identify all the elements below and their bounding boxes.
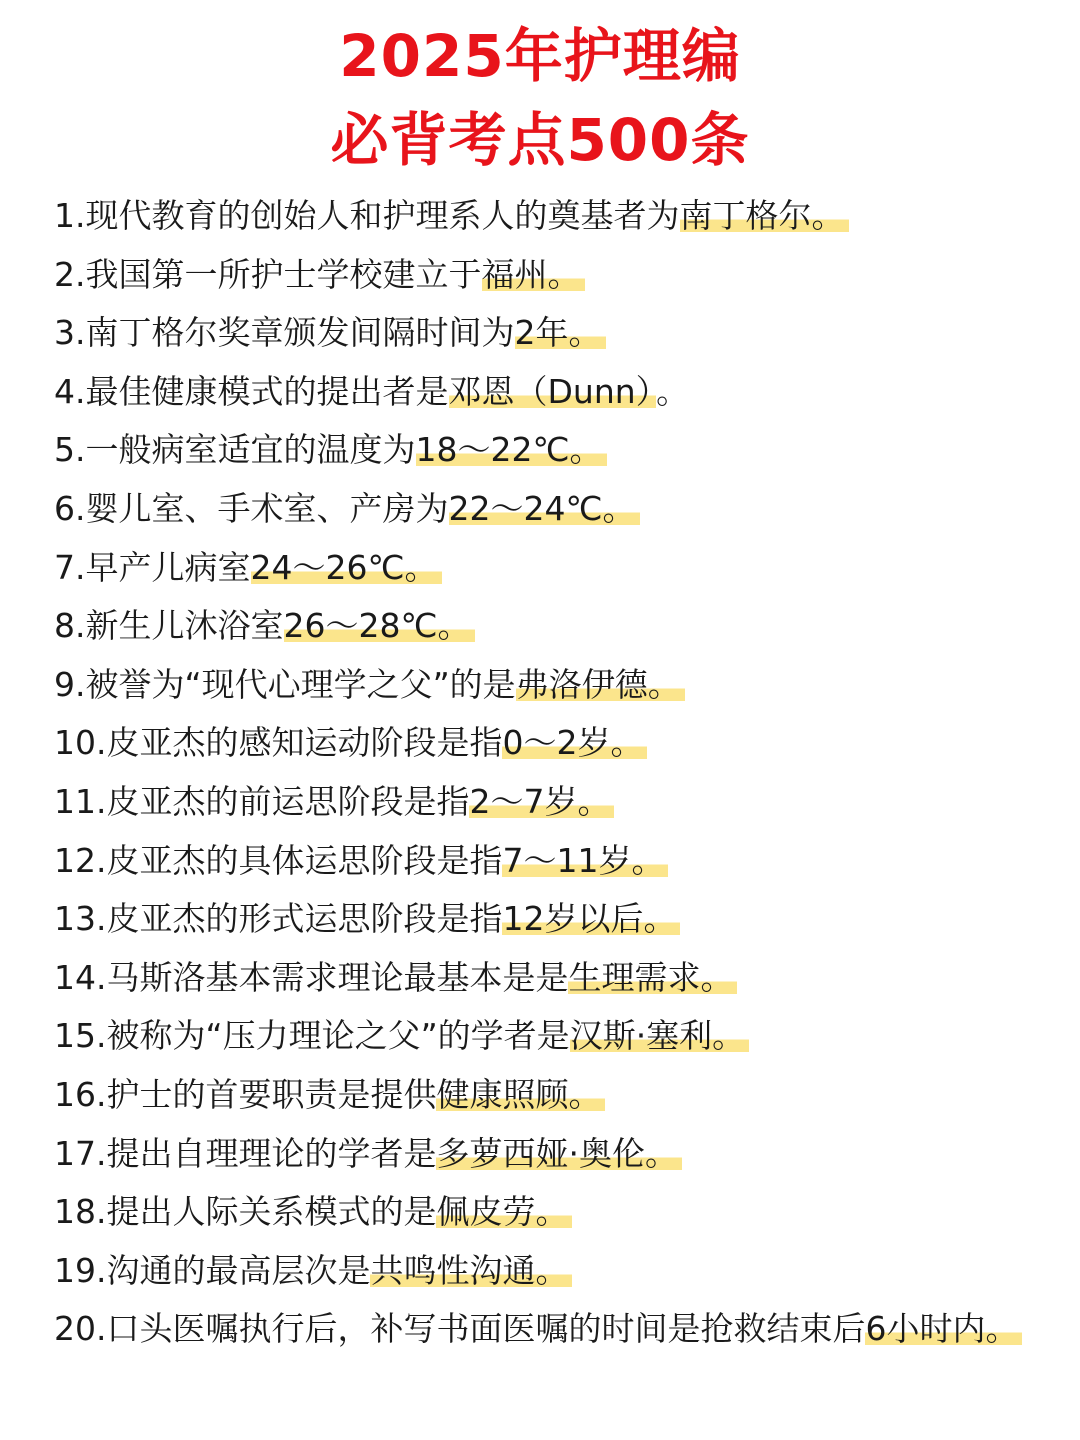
list-item	[54, 363, 1024, 422]
list-item	[54, 656, 1024, 715]
item-highlight: 南丁格尔。	[680, 196, 849, 235]
list-item	[54, 304, 1024, 363]
item-highlight: 26～28℃。	[284, 606, 475, 645]
item-text: 5.一般病室适宜的温度为	[54, 430, 416, 470]
list-item	[54, 1125, 1024, 1184]
list-item	[54, 832, 1024, 891]
item-text: 18.提出人际关系模式的是	[54, 1192, 437, 1232]
item-highlight: 多萝西娅·奥伦。	[436, 1134, 682, 1173]
item-highlight: 7～11岁。	[502, 841, 668, 880]
list-item	[54, 480, 1024, 539]
title-line-2: 必背考点500条	[330, 106, 750, 174]
item-text: 9.被誉为“现代心理学之父”的是	[54, 664, 516, 704]
item-text: 19.沟通的最高层次是	[54, 1250, 371, 1290]
item-text: 10.皮亚杰的感知运动阶段是指	[54, 723, 503, 763]
list-item	[54, 421, 1024, 480]
item-highlight: 生理需求。	[568, 958, 737, 997]
list-item	[54, 890, 1024, 949]
item-highlight: 22～24℃。	[449, 489, 640, 528]
list-item	[54, 773, 1024, 832]
item-text: 17.提出自理理论的学者是	[54, 1133, 437, 1173]
item-text: 7.早产儿病室	[54, 547, 251, 587]
list-item	[54, 949, 1024, 1008]
item-highlight: 2～7岁。	[469, 782, 614, 821]
item-text: 2.我国第一所护士学校建立于	[54, 254, 482, 294]
title-line-1: 2025年护理编	[339, 22, 741, 90]
list-item	[54, 1007, 1024, 1066]
item-text: 13.皮亚杰的形式运思阶段是指	[54, 899, 503, 939]
item-text: 16.护士的首要职责是提供	[54, 1074, 437, 1114]
item-text: 20.口头医嘱执行后，补写书面医嘱的时间是抢救结束后	[54, 1309, 866, 1349]
list-item	[54, 539, 1024, 598]
item-highlight: 6小时内。	[865, 1309, 1022, 1348]
list-item	[54, 1300, 1024, 1359]
list-item	[54, 246, 1024, 305]
list-item	[54, 714, 1024, 773]
item-highlight: 2年。	[515, 313, 606, 352]
exam-points-list	[54, 187, 1024, 1359]
item-text: 4.最佳健康模式的提出者是	[54, 371, 449, 411]
item-highlight: 共鸣性沟通。	[370, 1251, 572, 1290]
item-text: 8.新生儿沐浴室	[54, 606, 284, 646]
item-text: 11.皮亚杰的前运思阶段是指	[54, 781, 470, 821]
item-highlight: 汉斯·塞利。	[570, 1016, 750, 1055]
list-item	[54, 1183, 1024, 1242]
item-highlight: 18～22℃。	[416, 430, 607, 469]
list-item	[54, 1242, 1024, 1301]
list-item	[54, 1066, 1024, 1125]
item-text: 14.马斯洛基本需求理论最基本是是	[54, 957, 569, 997]
list-item	[54, 187, 1024, 246]
item-highlight: 邓恩（Dunn）	[449, 372, 657, 411]
item-highlight: 佩皮劳。	[436, 1192, 572, 1231]
item-highlight: 弗洛伊德。	[516, 665, 685, 704]
item-text: 6.婴儿室、手术室、产房为	[54, 488, 449, 528]
list-item	[54, 597, 1024, 656]
title-block	[0, 14, 1080, 182]
item-text: 1.现代教育的创始人和护理系人的奠基者为	[54, 196, 680, 235]
item-highlight: 福州。	[482, 255, 585, 294]
item-highlight: 24～26℃。	[251, 548, 442, 587]
item-suffix: 。	[656, 371, 690, 411]
item-highlight: 健康照顾。	[436, 1075, 605, 1114]
item-highlight: 12岁以后。	[502, 899, 680, 938]
item-text: 15.被称为“压力理论之父”的学者是	[54, 1016, 570, 1056]
item-highlight: 0～2岁。	[502, 723, 647, 762]
item-text: 3.南丁格尔奖章颁发间隔时间为	[54, 313, 515, 353]
item-text: 12.皮亚杰的具体运思阶段是指	[54, 840, 503, 880]
